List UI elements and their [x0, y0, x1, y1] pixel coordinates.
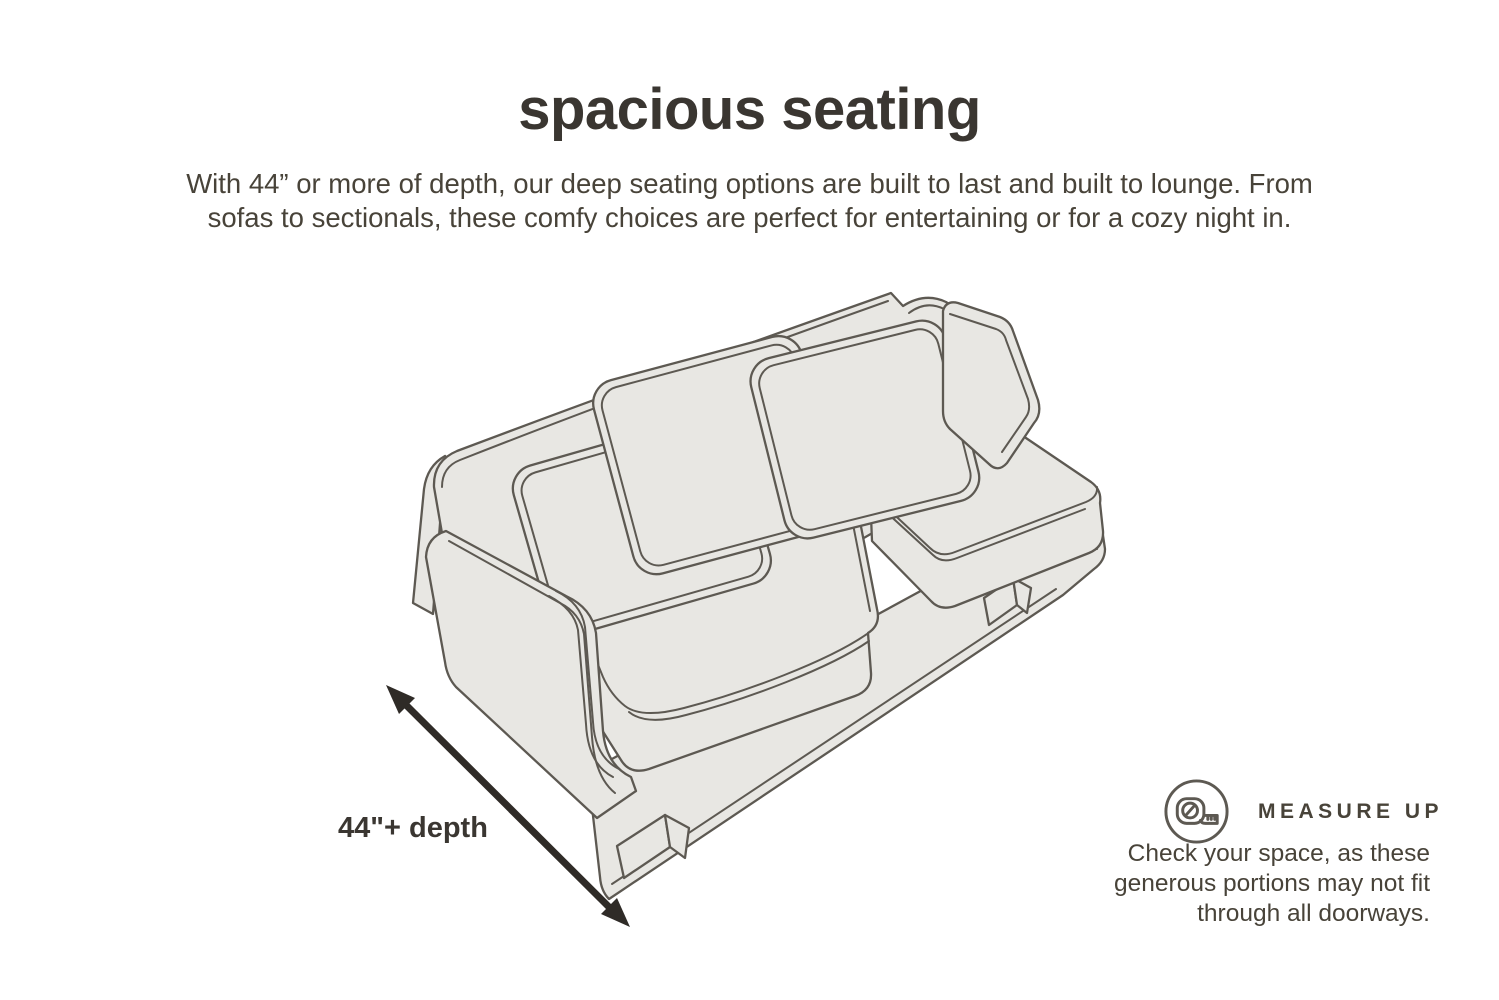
- tape-measure-icon: [1161, 776, 1232, 847]
- intro-line-1: With 44” or more of depth, our deep seating options are built to last and built to lounge. From: [186, 168, 1313, 199]
- depth-dimension-label: 44"+ depth: [338, 812, 488, 844]
- measure-up-caption-line-1: Check your space, as these: [1127, 840, 1430, 867]
- measure-up-header: [1161, 776, 1443, 847]
- measure-up-heading: MEASURE UP: [1258, 799, 1444, 823]
- measure-up-caption-line-3: through all doorways.: [1197, 900, 1430, 927]
- measure-up-caption-line-2: generous portions may not fit: [1114, 870, 1430, 897]
- page-title: spacious seating: [518, 77, 981, 142]
- measure-up-caption: [1114, 839, 1430, 929]
- intro-line-2: sofas to sectionals, these comfy choices are perfect for entertaining or for a cozy night in.: [207, 202, 1292, 233]
